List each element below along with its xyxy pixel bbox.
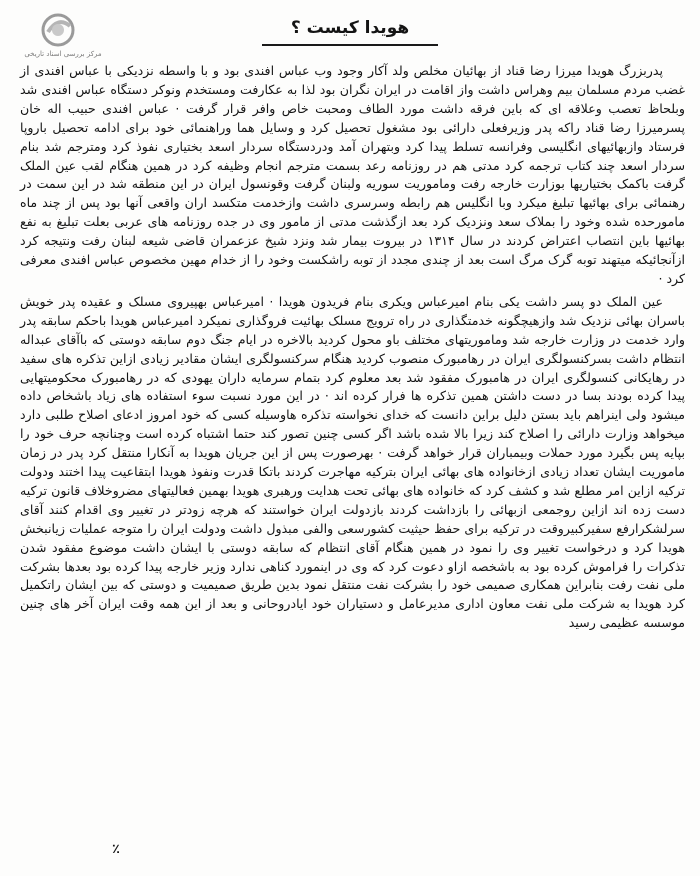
title-underline [262,44,438,46]
document-body [20,62,685,633]
logo-caption: مرکز بررسی اسناد تاریخی [24,50,102,58]
page-mark: ٪ [112,842,120,857]
document-title: هویدا کیست ؟ [290,18,410,38]
archive-logo [8,8,118,60]
paragraph-2: عین الملک دو پسر داشت یکی بنام امیرعباس ویکری بنام فریدون هویدا · امیرعباس بهپیروی مسلک و عقیده پدر خویش باسران بهائی نزدیک شد وازهیچگونه خدمتگذاری در راه ترویج مسلک بهائیت فروگذاری نمیکرد امیرعباس هویدا باحکم سابقه پدر وارد خدمت در وزارت خارجه شد وماموریتهای مختلف باو محول کردید بالاخره در ایام جنگ دوم سابقه دوستی که باآقای عبداله انتظام داشت بسرکنسولگری ایران در رهامبورک منصوب کردید هنگام سرکنسولگری ایشان مقادیر زیادی ازاین تذکره های سفید در رهایکانی کنسولگری ایران در هامبورک مفقود شد بعد معلوم کرد بتمام سرمایه داران یهودی که در رهامبورک محکومیتهایی پیدا کرده بودند بسا در دست داشتن همین تذکره ها فرار کرده اند · در این مورد نسبت سوء استفاده های زیاد باشخاص داده میشود ولی اینراهم باید بستن دلیل براین دانست که خدای نخواسته تذکره هاوسیله کسی که خود امروز ادعای اصلاح طلبی دارد میخواهد وزارت دارائی را اصلاح کند زیرا بالا شده باشد اگر کسی چنین تصور کند حتما اشتباه کرده است وچنانچه حرف خود را بپایه پس بگیرد مورد حملات وبیمباران قرار خواهد گرفت · بهرصورت پس از این جریان هویدا به آنکارا منتقل کرد پدر در زمان ماموریت ایشان تعداد زیادی ازخانواده های بهائی ایران بترکیه مهاجرت کردند باتکا قدرت ونفوذ هویدا ابتقاعیت پیدا اختند ودولت ترکیه ازاین امر مطلع شد و کشف کرد که خانواده های بهائی تحت هدایت ورهبری هویدا بهمین فعالیتهای مضروخلاف قانون ترکیه دست زده اند ازاین روجمعی ازبهائی را بازداشت کردند بازدولت ایران خواستند که هرچه زودتر در تغییر وی اقدام کنند آقای سرلشکرارفع سفیرکبیروقت در ترکیه برای حفظ حیثیت کشورسعی والفی مبذول داشت ودولت ایران را متوجه عملیات زیانبخش هویدا کرد و درخواست تغییر وی را نمود در همین هنگام آقای انتظام که سابقه دوستی با ایشان داشت موضوع مفقود شدن تذکرات را فراموش کرده بود به باشخصه ازاو دعوت کرد که وی در اینمورد کناهی ندارد وزیر خارجه پیدا کرده بود بعدها بشرکت ملی نفت رفت بنابراین همکاری صمیمی خود را بشرکت نفت منتقل نمود بدین طریق صمیمیت و دوستی که بین ایشان راتکمیل کرد هویدا به شرکت ملی نفت معاون اداری مدیرعامل و دستیاران خود ایادروحانی و بعد از این همه وقت ایران آخر های چنین موسسه عظیمی رسید [20,293,685,631]
archive-emblem-icon [38,12,78,48]
paragraph-1: پدربزرگ هویدا میرزا رضا قناد از بهائیان مخلص ولد آکار وجود وب عباس افندی بود و با واسطه نزدیکی با عباس افندی از غضب مردم مسلمان بیم وهراس داشت واز اقامت در ایران نگران بود لذا به عکارفت ومستخدم ونوکر دستگاه عباس افندی شد وبلحاظ تعصب وعلاقه ای که باین فرقه داشت مورد الطاف ومحبت خاص وافر قرار گرفت · عباس افندی حبیب اله خان پسرمیرزا رضا قناد راکه پدر وزیرفعلی دارائی بود مشغول تحصیل کرد و وسایل هما وراهنمائی خود برای ادامه تحصیل باروپا فرستاد وازبهائیهای انگلیسی وفرانسه تسلط پیدا کرد وبتهران آمد ودردستگاه سردار اسعد بختیاری نفوذ کرد ومترجم شد بنام سردار اسعد چند کتاب ترجمه کرد مدتی هم در روزنامه رعد بسمت مترجم انجام وظیفه کرد در همین هنگام لقب عین الملک گرفت باکمک بختیاریها بوزارت خارجه رفت وماموریت سوریه ولبنان گرفت وقونسول ایران در این منطقه شد در این سمت در رهنمائی برای بهائیها تبلیغ میکرد وبا انگلیس هم رابطه وسرسری داشت وازخدمت متکسد اران واقعی آنها بود پس از چند ماه مامورحده شده وخود را بملاک سعد ونزدیک کرد بعد ازگذشت مدتی از مامور وی در جده روزنامه های عربی بعلت تبلیغ به نفع بهائیها باین انتصاب اعتراض کردند در سال ۱۳۱۴ در بیروت بیمار شد ونزد شیخ عزعمران قاضی شیعه لبنان رفت ونتیجه کرد ازآنجائیکه میتهند توبه گرک مرگ است بعد از چندی مجدد از توبه راشکست وخود را از خدام مهین مخصوص عباس افندی معرفی کرد · [20,63,685,286]
